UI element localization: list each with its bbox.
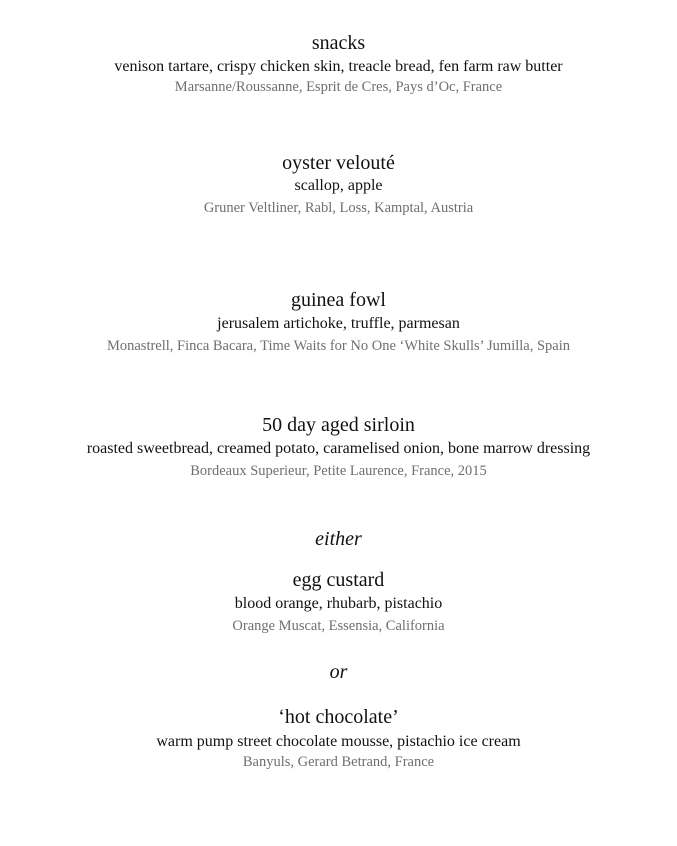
course-title-guinea-fowl: guinea fowl <box>291 289 386 311</box>
either-label: either <box>315 528 362 550</box>
course-title-sirloin: 50 day aged sirloin <box>262 414 415 436</box>
or-label: or <box>329 661 348 683</box>
dessert-description-egg-custard: blood orange, rhubarb, pistachio <box>234 595 443 612</box>
wine-pairing-sirloin: Bordeaux Superieur, Petite Laurence, France, 2015 <box>190 463 487 479</box>
course-title-oyster-veloute: oyster velouté <box>282 152 395 174</box>
course-description-oyster-veloute: scallop, apple <box>294 177 383 194</box>
course-description-snacks: venison tartare, crispy chicken skin, treacle bread, fen farm raw butter <box>114 58 563 75</box>
course-title-snacks: snacks <box>311 32 366 54</box>
dessert-title-egg-custard: egg custard <box>292 569 385 591</box>
wine-pairing-snacks: Marsanne/Roussanne, Esprit de Cres, Pays d’Oc, France <box>174 79 503 95</box>
dessert-title-hot-chocolate: ‘hot chocolate’ <box>278 706 399 728</box>
dessert-description-hot-chocolate: warm pump street chocolate mousse, pistachio ice cream <box>156 733 521 750</box>
wine-pairing-hot-chocolate: Banyuls, Gerard Betrand, France <box>242 754 435 770</box>
course-description-sirloin: roasted sweetbread, creamed potato, caramelised onion, bone marrow dressing <box>86 440 591 457</box>
wine-pairing-oyster-veloute: Gruner Veltliner, Rabl, Loss, Kamptal, Austria <box>203 200 474 216</box>
course-description-guinea-fowl: jerusalem artichoke, truffle, parmesan <box>217 315 460 332</box>
wine-pairing-guinea-fowl: Monastrell, Finca Bacara, Time Waits for No One ‘White Skulls’ Jumilla, Spain <box>106 338 571 354</box>
wine-pairing-egg-custard: Orange Muscat, Essensia, California <box>232 618 445 634</box>
